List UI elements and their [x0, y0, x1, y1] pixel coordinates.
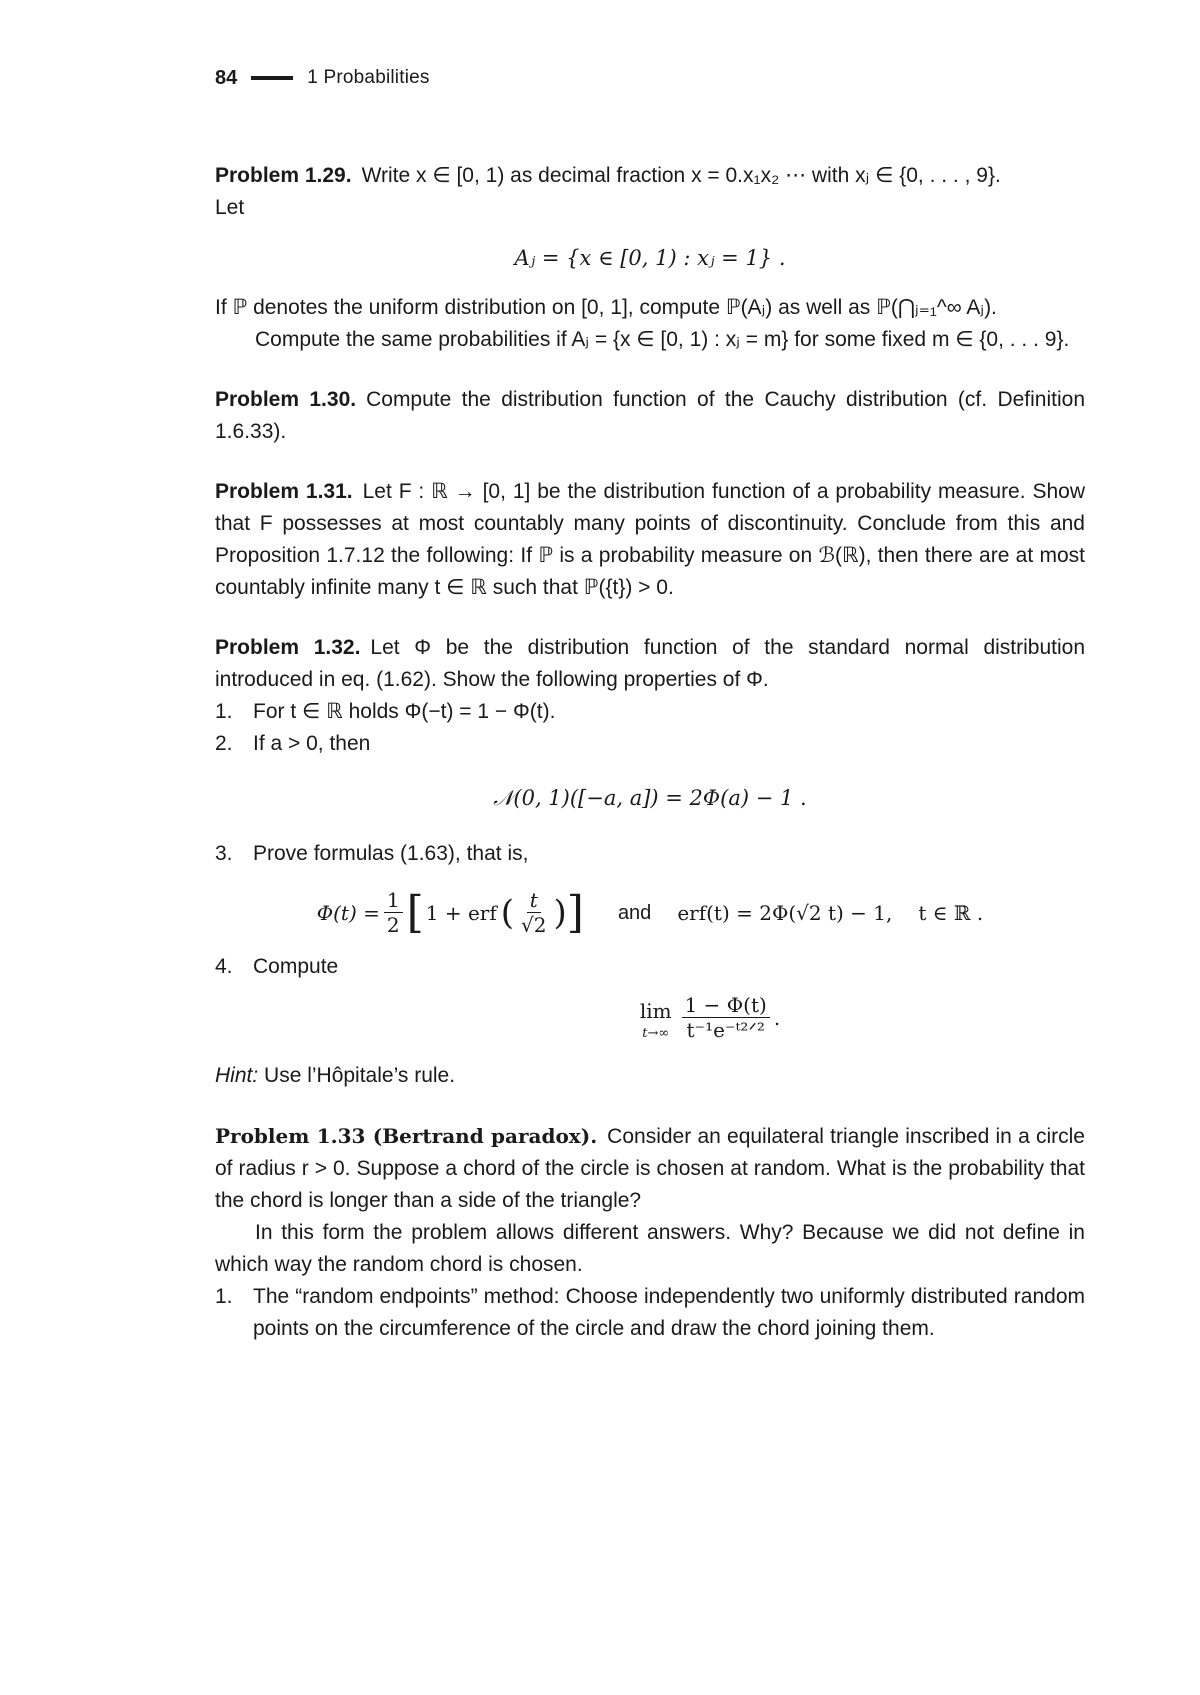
problem-1-29 [215, 160, 1085, 356]
problem-paragraph: In this form the problem allows different answers. Why? Because we did not define in which way the random chord is chosen. [215, 1221, 1085, 1276]
list-item: 4. Compute [215, 955, 339, 978]
problem-title: Problem 1.31. [215, 480, 353, 503]
fraction-t-over-sqrt2: $\frac{t}{√2}$ [521, 888, 547, 937]
display-equation: Aⱼ = {x ∈ [0, 1) : xⱼ = 1} . [514, 246, 786, 270]
problem-1-31 [215, 476, 1085, 604]
problem-text [215, 384, 1085, 448]
page-number: 84 [215, 67, 238, 89]
property-list [215, 951, 1085, 983]
problem-paragraph: Compute the same probabilities if Aⱼ = {x ∈ [0, 1) : xⱼ = m} for some fixed m ∈ {0, . . . 9}. [255, 328, 1070, 351]
formula-163: Φ(t) = $\frac{1}{2}$ [ 1 + erf ( $\frac{t}{√2}$ ) ] and erf(t) = 2Φ(√2 t) − 1, t ∈ ℝ . [316, 886, 984, 938]
hint: Hint: Use l’Hôpitale’s rule. [215, 1064, 456, 1087]
fraction-one-half: $\frac{1}{2}$ [384, 888, 403, 937]
problem-line2: Let [215, 196, 245, 219]
problem-text [215, 476, 1085, 604]
running-head [215, 58, 1085, 98]
problem-body: Consider an equilateral triangle inscribed in a circle of radius r > 0. Suppose a chord of the circle is chosen at random. What is the probability that the chord is longer than a side of the triangle? [215, 1125, 1085, 1212]
header-rule [251, 76, 293, 80]
problem-paragraph: If ℙ denotes the uniform distribution on [0, 1], compute ℙ(Aⱼ) as well as ℙ(⋂ⱼ₌₁^∞ Aⱼ). [215, 296, 997, 319]
problem-body: Let F : ℝ → [0, 1] be the distribution function of a probability measure. Show that F possesses at most countably many points of discontinuity. Conclude from this and Proposition 1.7.12 the following: If ℙ is a probability measure on ℬ(ℝ), then there are at most countably infinite many t ∈ ℝ such that ℙ({t}) > 0. [215, 480, 1085, 599]
problem-text [215, 160, 1085, 224]
method-list [215, 1281, 1085, 1345]
property-list [215, 696, 1085, 760]
problem-text [215, 632, 1085, 696]
problem-body: Let Φ be the distribution function of the standard normal distribution introduced in eq. (1.62). Show the following properties of Φ. [215, 636, 1086, 691]
list-item: 1. For t ∈ ℝ holds Φ(−t) = 1 − Φ(t). [215, 700, 556, 723]
problem-1-33 [215, 1120, 1085, 1345]
problem-body: Compute the distribution function of the Cauchy distribution (cf. Definition 1.6.33). [215, 388, 1085, 443]
problem-1-30 [215, 384, 1085, 448]
list-item: 2. If a > 0, then [215, 732, 371, 755]
list-item: 1. The “random endpoints” method: Choose independently two uniformly distributed random points on the circumference of the circle and draw the chord joining them. [215, 1285, 1085, 1340]
problem-title: Problem 1.33 (Bertrand paradox). [215, 1124, 598, 1148]
property-list [215, 838, 1085, 870]
problem-text [215, 1120, 1085, 1217]
display-equation: 𝒩(0, 1)([−a, a]) = 2Φ(a) − 1 . [493, 786, 807, 810]
limit-formula: lim t→∞ $\frac{1 - \Phi(t)}{\text{t⁻¹e⁻ᵗ²ᐟ²}}$ . [639, 993, 781, 1042]
problem-line1: Write x ∈ [0, 1) as decimal fraction x = 0.x₁x₂ ⋯ with xⱼ ∈ {0, . . . , 9}. [361, 164, 1001, 187]
problem-title: Problem 1.32. [215, 636, 361, 659]
list-item: 3. Prove formulas (1.63), that is, [215, 842, 529, 865]
problem-title: Problem 1.29. [215, 164, 352, 187]
problem-1-32 [215, 632, 1085, 1092]
chapter-title: 1 Probabilities [307, 67, 430, 88]
page [215, 58, 1085, 1345]
problem-title: Problem 1.30. [215, 388, 357, 411]
